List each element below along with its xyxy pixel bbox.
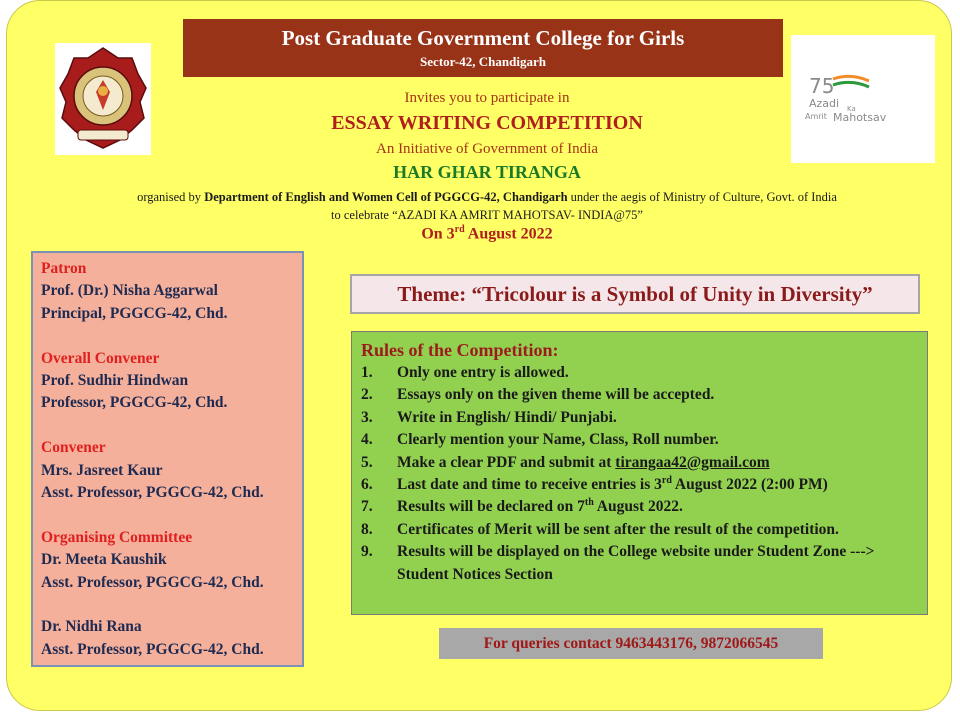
- rule-item: 4. Clearly mention your Name, Class, Roll number.: [361, 429, 918, 451]
- logo-75-text: 75: [809, 74, 835, 98]
- rule-item: 9. Results will be displayed on the College website under Student Zone ---> Student Notices Section: [361, 541, 918, 586]
- convener-title: Convener: [41, 439, 106, 457]
- poster: [6, 0, 952, 711]
- patron-title: Patron: [41, 260, 87, 277]
- organising-committee-title: Organising Committee: [41, 528, 193, 546]
- committee-member-name: Dr. Meeta Kaushik: [41, 551, 167, 569]
- rules-list: [361, 362, 918, 586]
- rule-item: 2. Essays only on the given theme will be accepted.: [361, 384, 918, 406]
- committee-member-name: Dr. Nidhi Rana: [41, 618, 142, 636]
- event-date: [137, 224, 837, 243]
- rule-6-suffix: August 2022 (2:00 PM): [671, 476, 828, 494]
- rule-text: Essays only on the given theme will be accepted.: [397, 386, 715, 404]
- committee-member-designation: Asst. Professor, PGGCG-42, Chd.: [41, 640, 264, 658]
- patron-designation: Principal, PGGCG-42, Chd.: [41, 304, 228, 322]
- convener-designation: Asst. Professor, PGGCG-42, Chd.: [41, 484, 264, 502]
- rule-6-sup: rd: [661, 474, 672, 486]
- rule-item: 3. Write in English/ Hindi/ Punjabi.: [361, 407, 918, 429]
- organised-prefix: organised by: [137, 190, 205, 204]
- logo-ka-text: Ka: [847, 105, 856, 113]
- invites-text: Invites you to participate in: [404, 90, 570, 106]
- rule-7-suffix: August 2022.: [593, 498, 683, 516]
- college-name: Post Graduate Government College for Girls: [281, 26, 685, 50]
- contact-box: For queries contact 9463443176, 9872066545: [439, 628, 823, 659]
- theme-box: Theme: “Tricolour is a Symbol of Unity in Diversity”: [350, 274, 920, 314]
- competition-title: ESSAY WRITING COMPETITION: [331, 112, 643, 134]
- rule-text: [397, 496, 918, 518]
- overall-convener-title: Overall Convener: [41, 349, 160, 367]
- patron-name: Prof. (Dr.) Nisha Aggarwal: [41, 282, 218, 300]
- rule-item: 6. Last date and time to receive entries is 3rd August 2022 (2:00 PM): [361, 474, 918, 496]
- committee-member-designation: Asst. Professor, PGGCG-42, Chd.: [41, 573, 264, 591]
- rule-7-prefix: Results will be declared on 7: [397, 498, 585, 516]
- convener-name: Mrs. Jasreet Kaur: [41, 461, 163, 479]
- organised-suffix: under the aegis of Ministry of Culture, Govt. of India to celebrate “AZADI KA AMRIT MAHOTSAV- INDIA@75”: [331, 190, 837, 222]
- organiser-name: Department of English and Women Cell of PGGCG-42, Chandigarh: [204, 190, 568, 204]
- rule-text: Certificates of Merit will be sent after the result of the competition.: [397, 520, 839, 538]
- rule-item: 5. Make a clear PDF and submit at tirangaa42@gmail.com: [361, 452, 918, 474]
- rules-panel: [351, 331, 928, 615]
- campaign-title: HAR GHAR TIRANGA: [393, 162, 581, 182]
- event-date-suffix: August 2022: [464, 225, 553, 243]
- rule-text: Results will be displayed on the College website under Student Zone ---> Student Notices Section: [397, 543, 875, 583]
- rule-text: Only one entry is allowed.: [397, 364, 569, 381]
- rule-text: [397, 474, 918, 496]
- rule-item: 8. Certificates of Merit will be sent after the result of the competition.: [361, 519, 918, 541]
- rule-text: Write in English/ Hindi/ Punjabi.: [397, 408, 617, 426]
- overall-convener-name: Prof. Sudhir Hindwan: [41, 372, 189, 390]
- rule-item: 7. Results will be declared on 7th August 2022.: [361, 496, 918, 518]
- rule-text: Clearly mention your Name, Class, Roll number.: [397, 431, 719, 449]
- college-crest-icon: [58, 44, 148, 154]
- committee-panel: [31, 251, 304, 667]
- overall-convener-designation: Professor, PGGCG-42, Chd.: [41, 394, 228, 412]
- logo-azadi-text: Azadi: [809, 97, 840, 110]
- rule-7-sup: th: [584, 497, 594, 509]
- rule-6-prefix: Last date and time to receive entries is 3: [397, 476, 662, 494]
- rule-text: [397, 452, 918, 474]
- logo-mahotsav-text: Mahotsav: [833, 111, 887, 124]
- logo-amrit-text: Amrit: [805, 112, 827, 121]
- rule-item: 1. Only one entry is allowed.: [361, 362, 918, 384]
- college-location: Sector-42, Chandigarh: [420, 54, 546, 69]
- email-link[interactable]: tirangaa42@gmail.com: [615, 453, 770, 471]
- initiative-text: An Initiative of Government of India: [375, 141, 599, 157]
- event-date-sup: rd: [454, 224, 465, 235]
- rule-5-prefix: Make a clear PDF and submit at: [397, 453, 616, 471]
- event-date-prefix: On 3: [421, 225, 455, 243]
- rules-title: Rules of the Competition:: [361, 340, 559, 360]
- organised-by-text: [137, 188, 837, 224]
- college-banner: [183, 19, 783, 77]
